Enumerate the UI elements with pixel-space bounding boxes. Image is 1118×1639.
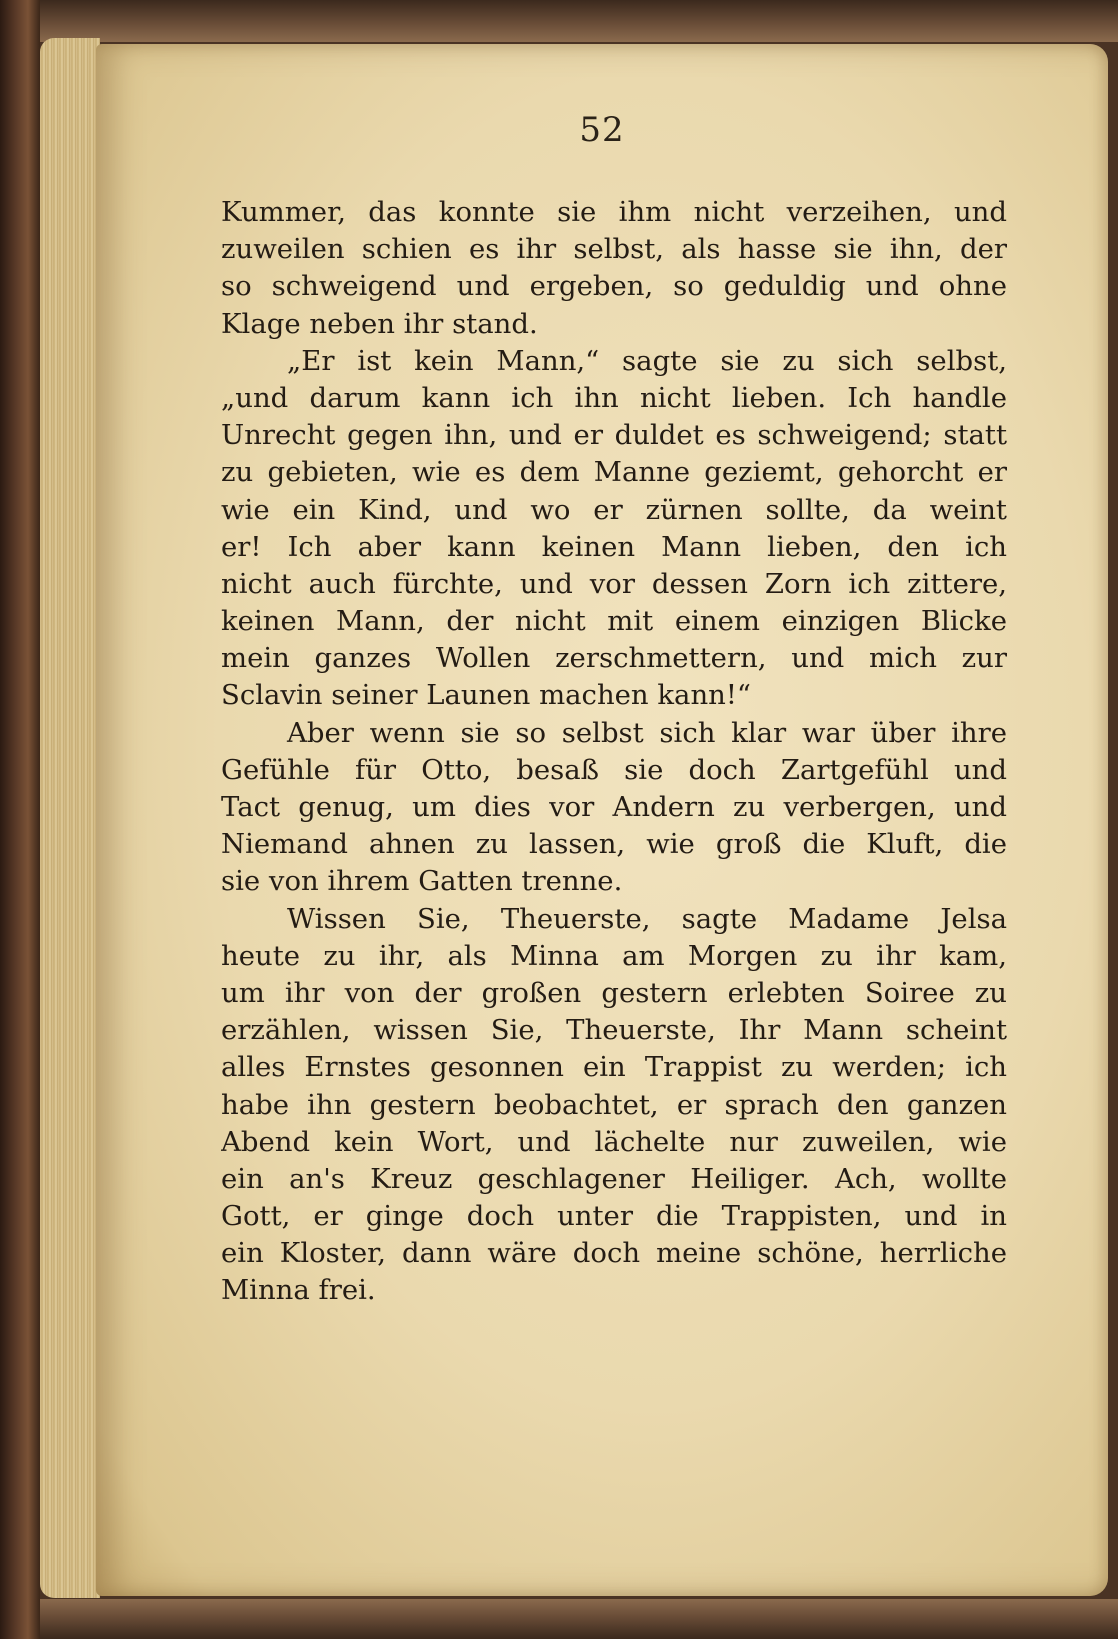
text-line: so schweigend und ergeben, so geduldig und ohne (221, 270, 1007, 303)
text-line: zu gebieten, wie es dem Manne geziemt, gehorcht er (221, 456, 1007, 489)
text-line: habe ihn gestern beobachtet, er sprach den ganzen (221, 1088, 1007, 1121)
book-spine (0, 0, 40, 1639)
text-line: um ihr von der großen gestern erlebten Soiree zu (221, 976, 1007, 1009)
text-line: Wissen Sie, Theuerste, sagte Madame Jelsa (287, 902, 1007, 935)
text-line: nicht auch fürchte, und vor dessen Zorn ich zittere, (221, 567, 1007, 600)
text-line: alles Ernstes gesonnen ein Trappist zu werden; ich (221, 1051, 1007, 1084)
text-line: Tact genug, um dies vor Andern zu verbergen, und (221, 791, 1007, 823)
text-line: Kummer, das konnte sie ihm nicht verzeihen, und (221, 196, 1007, 228)
text-line: keinen Mann, der nicht mit einem einzigen Blicke (221, 605, 1007, 638)
text-line: Klage neben ihr stand. (221, 307, 538, 340)
page-stack-edge (40, 38, 100, 1598)
text-line: Gott, er ginge doch unter die Trappisten, und in (221, 1200, 1007, 1233)
text-line: ein an's Kreuz geschlagener Heiliger. Ach, wollte (221, 1162, 1007, 1195)
text-line: „und darum kann ich ihn nicht lieben. Ich handle (221, 381, 1007, 414)
text-line: wie ein Kind, und wo er zürnen sollte, da weint (221, 493, 1007, 526)
book-cover-top-edge (0, 0, 1118, 42)
text-line: Aber wenn sie so selbst sich klar war über ihre (287, 716, 1007, 749)
text-line: sie von ihrem Gatten trenne. (221, 865, 623, 898)
text-line: mein ganzes Wollen zerschmettern, und mich zur (221, 642, 1007, 675)
text-line: ein Kloster, dann wäre doch meine schöne, herrliche (221, 1237, 1007, 1270)
text-line: Niemand ahnen zu lassen, wie groß die Kluft, die (221, 828, 1007, 861)
text-line: Gefühle für Otto, besaß sie doch Zartgefühl und (221, 753, 1007, 786)
text-line: heute zu ihr, als Minna am Morgen zu ihr kam, (221, 939, 1007, 972)
text-line: Minna frei. (221, 1274, 376, 1307)
text-line: er! Ich aber kann keinen Mann lieben, den ich (221, 530, 1007, 563)
page-sheet (96, 44, 1108, 1596)
text-line: erzählen, wissen Sie, Theuerste, Ihr Mann scheint (221, 1014, 1007, 1047)
text-line: zuweilen schien es ihr selbst, als hasse sie ihn, der (221, 233, 1007, 266)
text-line: Unrecht gegen ihn, und er duldet es schweigend; statt (221, 419, 1007, 452)
body-text (221, 194, 1007, 1310)
page-number: 52 (579, 110, 625, 150)
text-line: Abend kein Wort, und lächelte nur zuweilen, wie (221, 1125, 1007, 1158)
text-line: „Er ist kein Mann,“ sagte sie zu sich selbst, (287, 344, 1007, 377)
book-cover-bottom-edge (0, 1599, 1118, 1639)
text-line: Sclavin seiner Launen machen kann!“ (221, 679, 751, 712)
